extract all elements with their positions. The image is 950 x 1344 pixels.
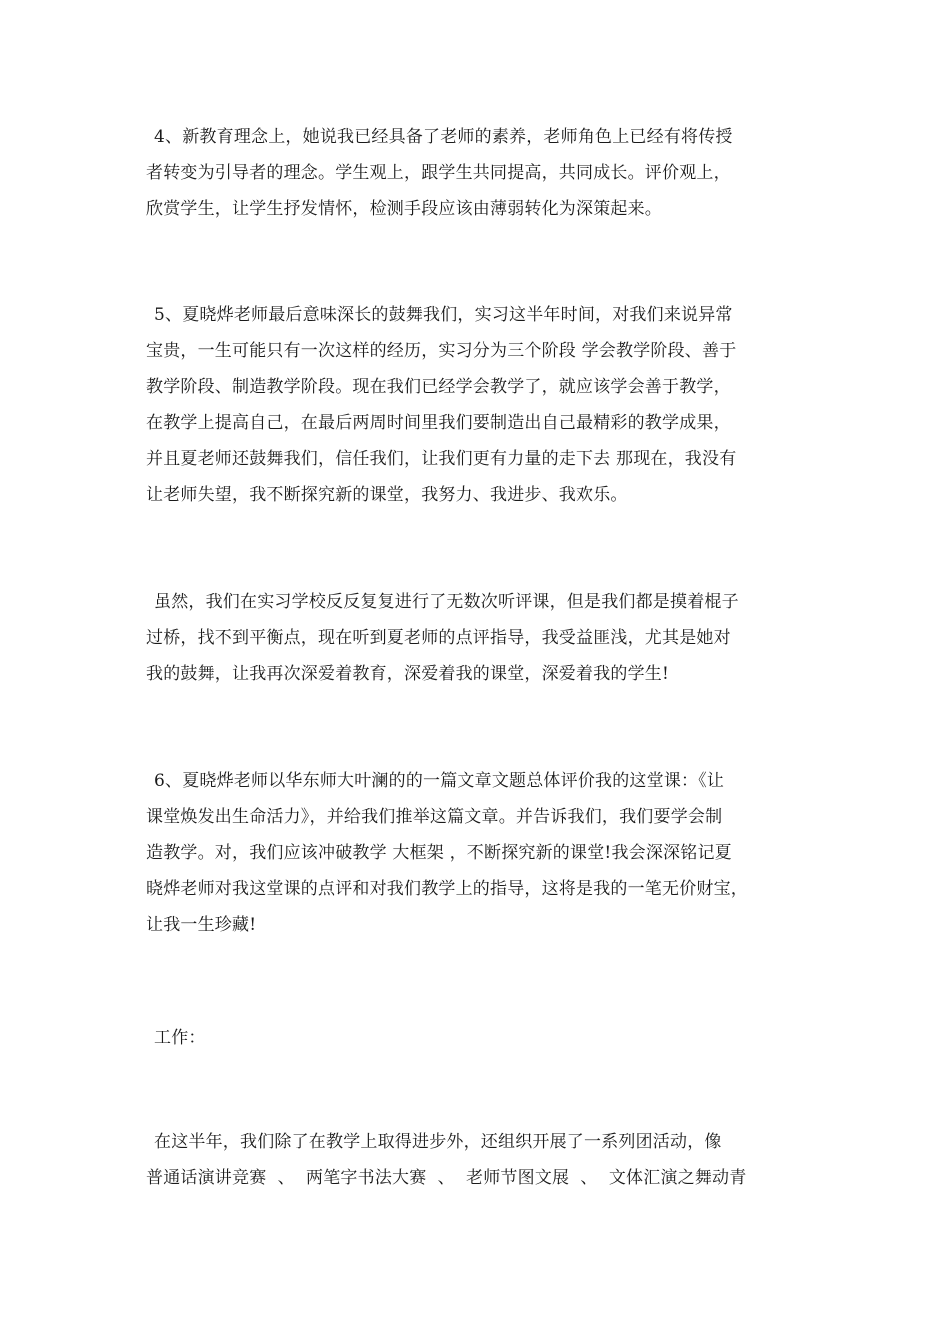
text-line: 工作： [154, 1028, 206, 1048]
text-line: 6、夏晓烨老师以华东师大叶澜的的一篇文章文题总体评价我的这堂课：《让 [154, 771, 725, 791]
text-line: 并且夏老师还鼓舞我们，信任我们，让我们更有力量的走下去 那现在，我没有 [146, 449, 737, 469]
text-line: 普通话演讲竞赛 、 两笔字书法大赛 、 老师节图文展 、 文体汇演之舞动青 [146, 1168, 747, 1188]
text-line: 让我一生珍藏! [146, 915, 257, 935]
text-line: 晓烨老师对我这堂课的点评和对我们教学上的指导，这将是我的一笔无价财宝， [146, 879, 748, 899]
text-line: 者转变为引导者的理念。学生观上，跟学生共同提高，共同成长。评价观上， [146, 163, 731, 183]
text-line: 欣赏学生，让学生抒发情怀，检测手段应该由薄弱转化为深策起来。 [146, 199, 662, 219]
text-line: 造教学。对，我们应该冲破教学 大框架 ，不断探究新的课堂!我会深深铭记夏 [146, 843, 732, 863]
text-line: 教学阶段、制造教学阶段。现在我们已经学会教学了，就应该学会善于教学， [146, 377, 731, 397]
text-line: 在教学上提高自己，在最后两周时间里我们要制造出自己最精彩的教学成果， [146, 413, 731, 433]
text-line: 5、夏晓烨老师最后意味深长的鼓舞我们，实习这半年时间，对我们来说异常 [154, 305, 733, 325]
paragraph-activities [146, 1124, 812, 1196]
text-line: 在这半年，我们除了在教学上取得进步外，还组织开展了一系列团活动，像 [154, 1132, 722, 1152]
paragraph-reflection [146, 584, 812, 692]
text-line: 4、新教育理念上，她说我已经具备了老师的素养，老师角色上已经有将传授 [154, 127, 733, 147]
paragraph-5-encouragement [146, 297, 812, 513]
text-line: 过桥，找不到平衡点，现在听到夏老师的点评指导，我受益匪浅，尤其是她对 [146, 628, 731, 648]
section-heading-work [146, 1020, 812, 1056]
text-line: 让老师失望，我不断探究新的课堂，我努力、我进步、我欢乐。 [146, 485, 628, 505]
text-line: 我的鼓舞，让我再次深爱着教育，深爱着我的课堂，深爱着我的学生! [146, 664, 670, 684]
text-line: 课堂焕发出生命活力》，并给我们推举这篇文章。并告诉我们，我们要学会制 [146, 807, 723, 827]
paragraph-4-education-concept [146, 119, 812, 227]
text-line: 虽然，我们在实习学校反反复复进行了无数次听评课，但是我们都是摸着棍子 [154, 592, 739, 612]
text-line: 宝贵，一生可能只有一次这样的经历，实习分为三个阶段 学会教学阶段、善于 [146, 341, 737, 361]
paragraph-6-evaluation [146, 763, 812, 943]
